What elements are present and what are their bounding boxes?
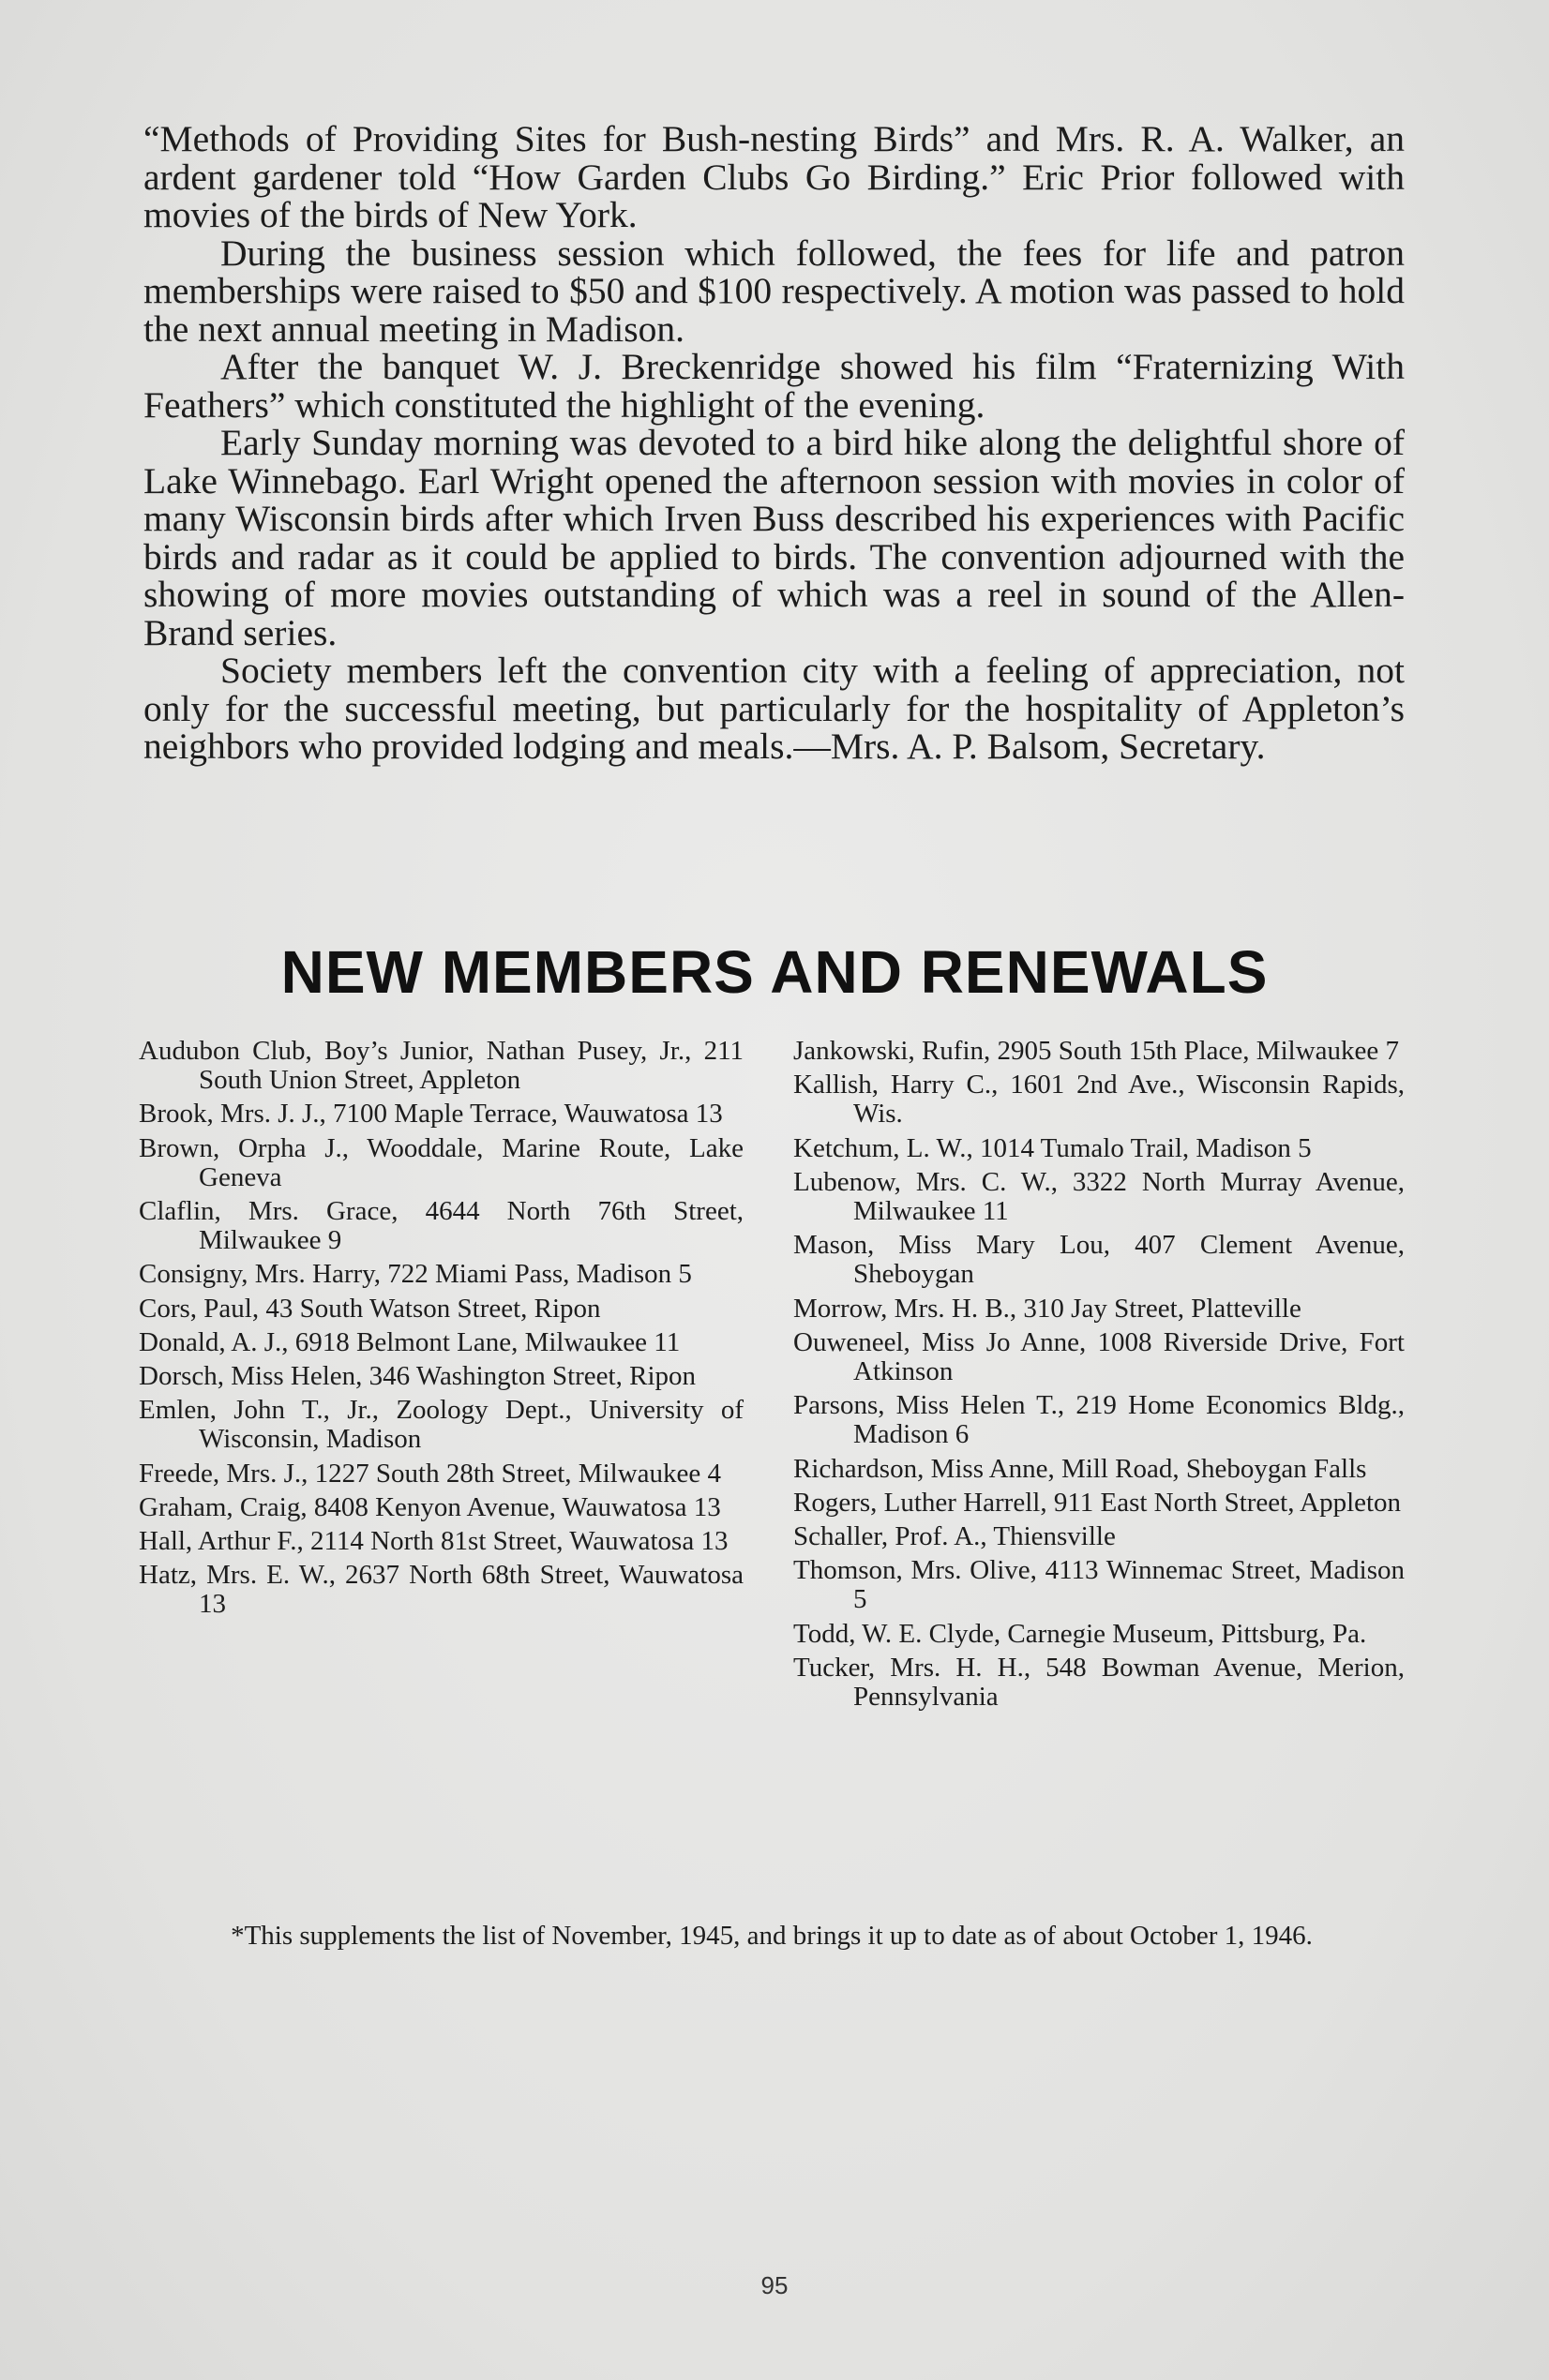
member-entry: Claflin, Mrs. Grace, 4644 North 76th Street, Milwaukee 9 [139,1196,744,1256]
member-entry: Hatz, Mrs. E. W., 2637 North 68th Street, Wauwatosa 13 [139,1560,744,1620]
member-entry: Consigny, Mrs. Harry, 722 Miami Pass, Madison 5 [139,1259,692,1290]
paragraph: Early Sunday morning was devoted to a bird hike along the delightful shore of Lake Winnebago. Earl Wright opened the afternoon session with movies in color of many Wisconsin birds after which Irven Buss described his experiences with Pacific birds and radar as it could be applied to birds. The convention adjourned with the showing of more movies outstanding of which was a reel in sound of the Allen-Brand series. [143,422,1405,653]
paragraph: During the business session which followed, the fees for life and patron memberships were raised to $50 and $100 respectively. A motion was passed to hold the next annual meeting in Madison. [143,232,1405,350]
paragraph: Society members left the convention city with a feeling of appreciation, not only for the successful meeting, but particularly for the hospitality of Appleton’s neighbors who provided lodging and meals.—Mrs. A. P. Balsom, Secretary. [143,650,1405,767]
members-list-right [793,1037,1405,1716]
page-number: 95 [760,2271,789,2299]
member-entry: Thomson, Mrs. Olive, 4113 Winnemac Street, Madison 5 [793,1555,1405,1615]
member-entry: Jankowski, Rufin, 2905 South 15th Place, Milwaukee 7 [793,1036,1400,1066]
member-entry: Freede, Mrs. J., 1227 South 28th Street, Milwaukee 4 [139,1458,722,1489]
member-entry: Emlen, John T., Jr., Zoology Dept., University of Wisconsin, Madison [139,1395,744,1455]
member-entry: Donald, A. J., 6918 Belmont Lane, Milwaukee 11 [139,1326,681,1357]
member-entry: Mason, Miss Mary Lou, 407 Clement Avenue, Sheboygan [793,1230,1405,1290]
member-entry: Audubon Club, Boy’s Junior, Nathan Pusey, Jr., 211 South Union Street, Appleton [139,1036,744,1096]
member-entry: Dorsch, Miss Helen, 346 Washington Street, Ripon [139,1361,697,1392]
members-list-left [139,1037,744,1624]
member-entry: Cors, Paul, 43 South Watson Street, Ripon [139,1293,601,1324]
member-entry: Ouweneel, Miss Jo Anne, 1008 Riverside Drive, Fort Atkinson [793,1326,1405,1387]
member-entry: Richardson, Miss Anne, Mill Road, Sheboygan Falls [793,1453,1367,1484]
member-entry: Rogers, Luther Harrell, 911 East North Street, Appleton [793,1487,1402,1518]
member-entry: Hall, Arthur F., 2114 North 81st Street, Wauwatosa 13 [139,1526,729,1557]
article-body [143,120,1405,766]
member-entry: Graham, Craig, 8408 Kenyon Avenue, Wauwatosa 13 [139,1491,721,1522]
member-entry: Morrow, Mrs. H. B., 310 Jay Street, Platteville [793,1293,1301,1324]
member-entry: Kallish, Harry C., 1601 2nd Ave., Wisconsin Rapids, Wis. [793,1070,1405,1130]
member-entry: Brown, Orpha J., Wooddale, Marine Route, Lake Geneva [139,1132,744,1192]
member-entry: Todd, W. E. Clyde, Carnegie Museum, Pittsburg, Pa. [793,1618,1367,1649]
member-entry: Ketchum, L. W., 1014 Tumalo Trail, Madison 5 [793,1132,1312,1163]
member-entry: Brook, Mrs. J. J., 7100 Maple Terrace, Wauwatosa 13 [139,1099,723,1130]
member-entry: Parsons, Miss Helen T., 219 Home Economics Bldg., Madison 6 [793,1390,1405,1450]
paragraph: “Methods of Providing Sites for Bush-nesting Birds” and Mrs. R. A. Walker, an ardent gardener told “How Garden Clubs Go Birding.” Eric Prior followed with movies of the birds of New York. [143,118,1405,235]
member-entry: Tucker, Mrs. H. H., 548 Bowman Avenue, Merion, Pennsylvania [793,1652,1405,1713]
paragraph: After the banquet W. J. Breckenridge showed his film “Fraternizing With Feathers” which constituted the highlight of the evening. [143,346,1405,426]
section-heading: NEW MEMBERS AND RENEWALS [280,938,1269,1006]
member-entry: Lubenow, Mrs. C. W., 3322 North Murray Avenue, Milwaukee 11 [793,1166,1405,1227]
footnote: *This supplements the list of November, 1945, and brings it up to date as of about October 1, 1946. [231,1921,1313,1951]
member-entry: Schaller, Prof. A., Thiensville [793,1521,1116,1552]
